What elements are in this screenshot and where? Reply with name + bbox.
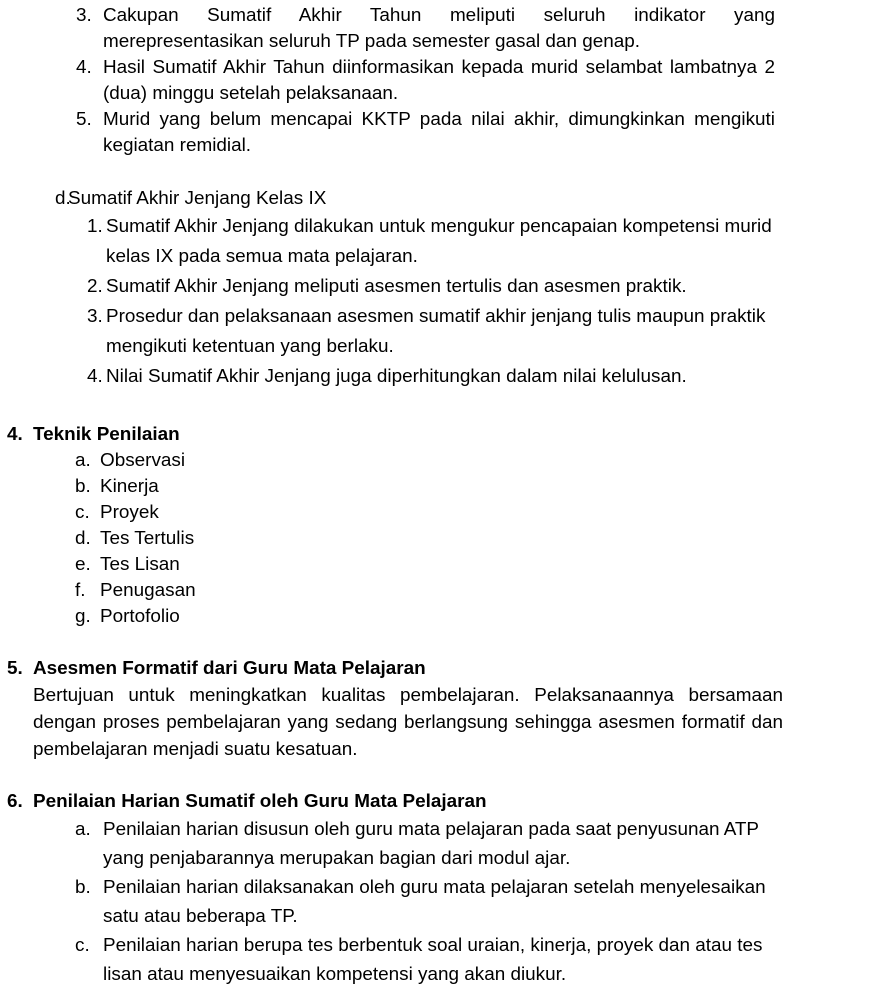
list-item-text: Cakupan Sumatif Akhir Tahun meliputi seluruh indikator yang merepresentasikan seluruh TP pada semester gasal dan genap. xyxy=(103,5,775,52)
section-d-list xyxy=(0,212,784,392)
list-marker: b. xyxy=(75,877,91,898)
list-item xyxy=(0,604,784,630)
list-item-text: Penilaian harian dilaksanakan oleh guru mata pelajaran setelah menyelesaikan satu atau beberapa TP. xyxy=(103,877,766,927)
section-5-paragraph: Bertujuan untuk meningkatkan kualitas pembelajaran. Pelaksanaannya bersamaan dengan proses pembelajaran yang sedang berlangsung sehingga asesmen formatif dan pembelajaran menjadi suatu kesatuan. xyxy=(33,685,783,760)
list-item xyxy=(0,448,784,474)
list-marker: 5. xyxy=(76,109,92,130)
list-marker: 4. xyxy=(87,366,103,387)
section-4-heading xyxy=(0,422,817,448)
list-item xyxy=(0,107,775,159)
list-marker: 1. xyxy=(87,216,103,237)
list-item-text: Hasil Sumatif Akhir Tahun diinformasikan kepada murid selambat lambatnya 2 (dua) minggu setelah pelaksanaan. xyxy=(103,57,775,104)
list-item xyxy=(0,526,784,552)
list-item-text: Kinerja xyxy=(100,476,159,497)
list-item-text: Sumatif Akhir Jenjang meliputi asesmen tertulis dan asesmen praktik. xyxy=(106,276,687,297)
list-item xyxy=(0,552,784,578)
section-6-marker: 6. xyxy=(7,791,23,812)
section-d-heading xyxy=(0,186,852,212)
list-marker: f. xyxy=(75,580,86,601)
list-marker: a. xyxy=(75,819,91,840)
list-item-text: Nilai Sumatif Akhir Jenjang juga diperhitungkan dalam nilai kelulusan. xyxy=(106,366,687,387)
section-5-title: Asesmen Formatif dari Guru Mata Pelajaran xyxy=(33,658,426,679)
section-6-heading xyxy=(0,789,817,815)
list-item xyxy=(0,474,784,500)
section-4-marker: 4. xyxy=(7,424,23,445)
list-marker: c. xyxy=(75,935,90,956)
list-item-text: Tes Lisan xyxy=(100,554,180,575)
list-item xyxy=(0,362,784,392)
list-item-text: Prosedur dan pelaksanaan asesmen sumatif akhir jenjang tulis maupun praktik mengikuti ketentuan yang berlaku. xyxy=(106,306,766,357)
list-item-text: Penugasan xyxy=(100,580,196,601)
list-item-text: Murid yang belum mencapai KKTP pada nilai akhir, dimungkinkan mengikuti kegiatan remidial. xyxy=(103,109,775,156)
list-item xyxy=(0,55,775,107)
summative-year-list xyxy=(0,3,775,159)
list-item xyxy=(0,873,783,931)
section-4-list xyxy=(0,448,784,630)
list-item xyxy=(0,212,784,272)
list-marker: c. xyxy=(75,502,90,523)
list-item-text: Penilaian harian berupa tes berbentuk soal uraian, kinerja, proyek dan atau tes lisan atau menyesuaikan kompetensi yang akan diukur. xyxy=(103,935,763,985)
section-6-list xyxy=(0,815,783,989)
section-d-title: Sumatif Akhir Jenjang Kelas IX xyxy=(68,188,327,209)
list-marker: e. xyxy=(75,554,91,575)
list-item xyxy=(0,3,775,55)
list-item xyxy=(0,578,784,604)
list-marker: d. xyxy=(75,528,91,549)
list-item-text: Penilaian harian disusun oleh guru mata pelajaran pada saat penyusunan ATP yang penjabarannya merupakan bagian dari modul ajar. xyxy=(103,819,759,869)
list-item xyxy=(0,931,783,989)
list-item xyxy=(0,815,783,873)
list-marker: a. xyxy=(75,450,91,471)
list-marker: 3. xyxy=(76,5,92,26)
list-item-text: Proyek xyxy=(100,502,159,523)
list-marker: 3. xyxy=(87,306,103,327)
section-5-heading xyxy=(0,656,817,682)
section-4-title: Teknik Penilaian xyxy=(33,424,180,445)
list-item-text: Observasi xyxy=(100,450,186,471)
list-marker: 2. xyxy=(87,276,103,297)
list-item-text: Tes Tertulis xyxy=(100,528,195,549)
list-item xyxy=(0,272,784,302)
list-marker: g. xyxy=(75,606,91,627)
section-6-title: Penilaian Harian Sumatif oleh Guru Mata Pelajaran xyxy=(33,791,487,812)
list-marker: 4. xyxy=(76,57,92,78)
section-d-marker: d. xyxy=(55,188,71,209)
list-marker: b. xyxy=(75,476,91,497)
list-item xyxy=(0,302,784,362)
section-5-marker: 5. xyxy=(7,658,23,679)
list-item xyxy=(0,500,784,526)
list-item-text: Portofolio xyxy=(100,606,180,627)
list-item-text: Sumatif Akhir Jenjang dilakukan untuk mengukur pencapaian kompetensi murid kelas IX pada semua mata pelajaran. xyxy=(106,216,772,267)
